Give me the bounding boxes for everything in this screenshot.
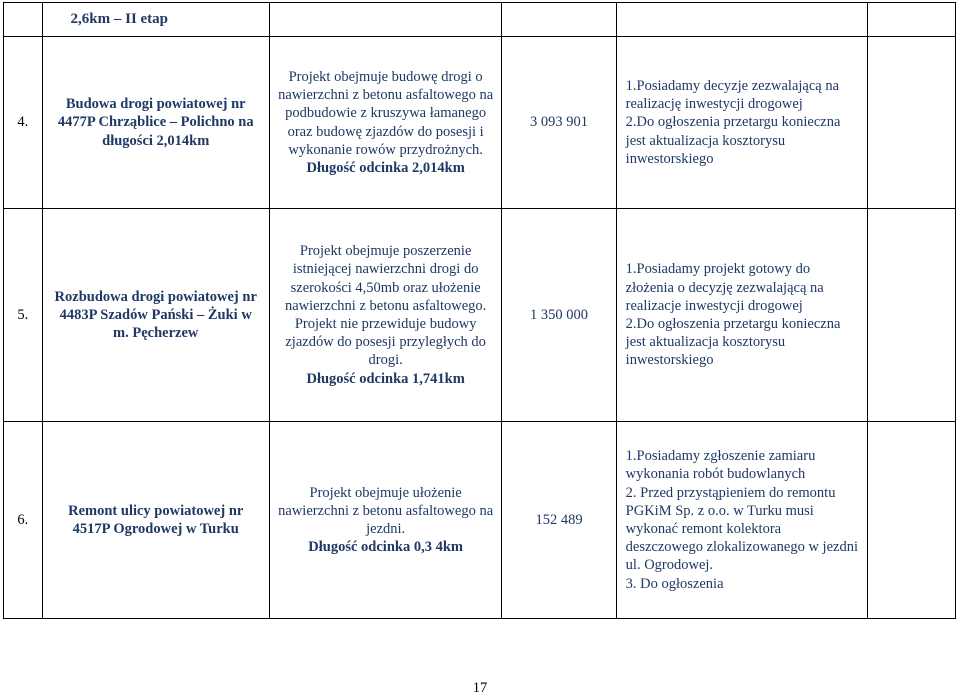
section-length: Długość odcinka 0,3 4km: [308, 539, 463, 556]
project-cost: 1 350 000: [502, 209, 616, 422]
row-number: 5.: [4, 209, 43, 422]
empty-cell: [867, 209, 955, 422]
header-empty-cell: [867, 3, 955, 37]
section-length: Długość odcinka 2,014km: [306, 159, 465, 176]
project-description: [269, 209, 501, 422]
empty-cell: [867, 422, 955, 619]
project-status: 1.Posiadamy decyzje zezwalającą na realizację inwestycji drogowej 2.Do ogłoszenia przetargu konieczna jest aktualizacja kosztorysu inwestorskiego: [616, 37, 867, 209]
empty-cell: [867, 37, 955, 209]
project-cost: 152 489: [502, 422, 616, 619]
project-status: 1.Posiadamy zgłoszenie zamiaru wykonania robót budowlanych 2. Przed przystąpieniem do remontu PGKiM Sp. z o.o. w Turku musi wykonać remont kolektora deszczowego zlokalizowanego w jezdni ul. Ogrodowej. 3. Do ogłoszenia: [616, 422, 867, 619]
project-description: [269, 37, 501, 209]
project-name: Remont ulicy powiatowej nr 4517P Ogrodowej w Turku: [42, 422, 269, 619]
project-cost: 3 093 901: [502, 37, 616, 209]
table-header-row: [4, 3, 956, 37]
table-row: [4, 209, 956, 422]
page-number: 17: [472, 680, 488, 696]
row-number: 6.: [4, 422, 43, 619]
table-row: [4, 422, 956, 619]
header-status-cell: [616, 3, 867, 37]
project-status: 1.Posiadamy projekt gotowy do złożenia o decyzję zezwalającą na realizacje inwestycji drogowej 2.Do ogłoszenia przetargu konieczna jest aktualizacja kosztorysu inwestorskiego: [616, 209, 867, 422]
header-desc-cell: [269, 3, 501, 37]
description-text: Projekt obejmuje ułożenie nawierzchni z betonu asfaltowego na jezdni.: [278, 484, 494, 537]
project-name: Rozbudowa drogi powiatowej nr 4483P Szadów Pański – Żuki w m. Pęcherzew: [42, 209, 269, 422]
project-description: [269, 422, 501, 619]
section-length: Długość odcinka 1,741km: [306, 370, 465, 387]
investment-table: [3, 2, 956, 619]
table-row: [4, 37, 956, 209]
project-name: Budowa drogi powiatowej nr 4477P Chrząblice – Polichno na długości 2,014km: [42, 37, 269, 209]
row-number: 4.: [4, 37, 43, 209]
description-text: Projekt obejmuje budowę drogi o nawierzchni z betonu asfaltowego na podbudowie z kruszywa łamanego oraz budowę zjazdów do posesji i wykonanie rowów przydrożnych.: [278, 68, 494, 158]
description-text: Projekt obejmuje poszerzenie istniejącej nawierzchni drogi do szerokości 4,50mb oraz ułożenie nawierzchni z betonu asfaltowego. Projekt nie przewiduje budowy zjazdów do posesji przyległych do drogi.: [284, 243, 487, 369]
section-label: 2,6km – II etap: [42, 3, 269, 37]
header-cost-cell: [502, 3, 616, 37]
header-no-cell: [4, 3, 43, 37]
